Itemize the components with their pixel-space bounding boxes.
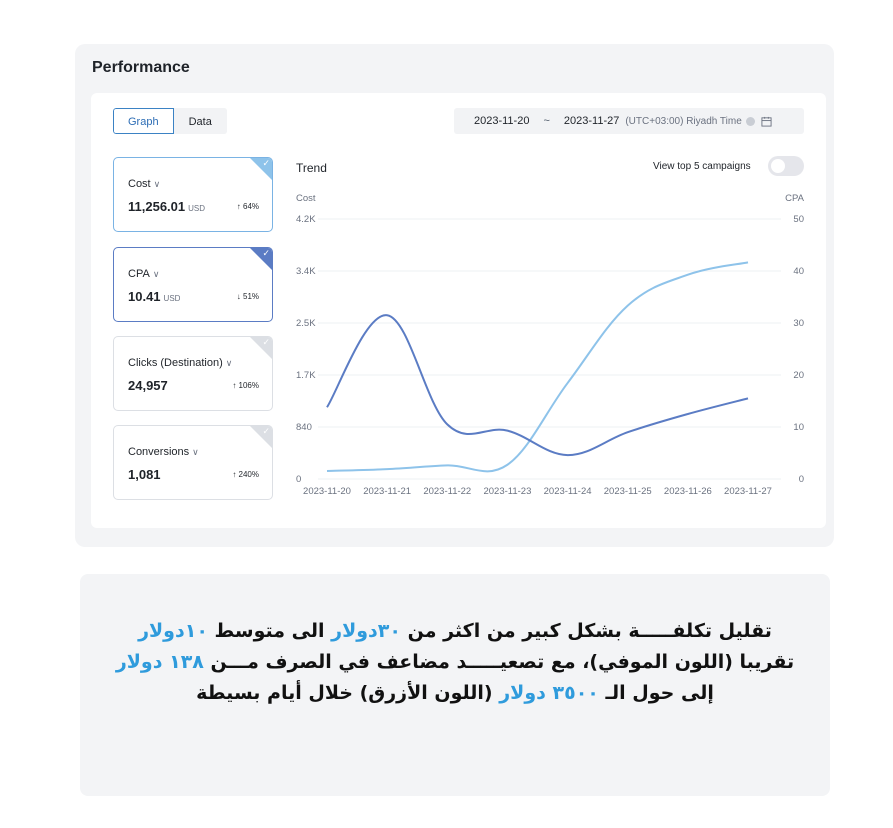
metric-delta: ↑ 240%	[232, 470, 259, 479]
x-tick-label: 2023-11-25	[603, 486, 652, 497]
note-segment: تقريبا (اللون الموفي)، مع تصعيـــــد مضاعف في الصرف مـــن	[203, 651, 795, 673]
note-segment: (اللون الأزرق) خلال أيام بسيطة	[196, 682, 500, 704]
x-tick-label: 2023-11-26	[663, 486, 712, 497]
x-tick-label: 2023-11-22	[423, 486, 472, 497]
series-line	[327, 315, 748, 455]
timezone-label: (UTC+03:00) Riyadh Time	[625, 115, 742, 127]
metric-label: CPA	[128, 268, 150, 280]
note-highlight: ١٣٨ دولار	[115, 651, 204, 673]
metric-value: 10.41	[128, 289, 161, 304]
metric-label: Conversions	[128, 446, 190, 458]
note-box	[80, 574, 830, 796]
start-date: 2023-11-20	[474, 115, 530, 127]
metric-delta: ↑ 106%	[232, 381, 259, 390]
x-tick-label: 2023-11-21	[363, 486, 412, 497]
note-highlight: ١٠دولار	[138, 620, 208, 642]
check-icon: ✓	[262, 337, 270, 347]
x-tick-label: 2023-11-23	[483, 486, 532, 497]
date-separator: ~	[543, 115, 550, 127]
x-tick-label: 2023-11-24	[543, 486, 592, 497]
data-tab[interactable]: Data	[174, 108, 227, 134]
y-right-tick-label: 30	[793, 318, 804, 329]
note-highlight: ٣٥٠٠ دولار	[499, 682, 599, 704]
x-tick-label: 2023-11-20	[303, 486, 351, 497]
check-icon: ✓	[262, 248, 270, 258]
metric-delta: ↑ 64%	[236, 202, 259, 211]
panel-title: Performance	[92, 59, 190, 76]
check-icon: ✓	[262, 158, 270, 168]
chevron-down-icon: ∨	[192, 447, 199, 457]
y-left-axis-label: Cost	[296, 193, 316, 204]
performance-panel	[75, 44, 834, 547]
y-right-tick-label: 40	[793, 266, 804, 277]
metric-delta: ↓ 51%	[236, 292, 259, 301]
series-line	[327, 262, 748, 471]
y-left-tick-label: 4.2K	[296, 214, 316, 225]
graph-tab[interactable]: Graph	[113, 108, 174, 134]
metric-label: Clicks (Destination)	[128, 357, 223, 369]
note-segment: إلى حول الـ	[598, 682, 714, 704]
chevron-down-icon: ∨	[153, 179, 161, 189]
y-right-tick-label: 0	[798, 474, 804, 485]
x-tick-label: 2023-11-27	[724, 486, 772, 497]
top5-label: View top 5 campaigns	[653, 161, 751, 172]
y-left-tick-label: 3.4K	[296, 266, 316, 277]
y-right-tick-label: 50	[793, 214, 804, 225]
note-highlight: ٣٠دولار	[331, 620, 401, 642]
note-segment: تقليل تكلفـــــة بشكل كبير من اكثر من	[400, 620, 772, 642]
metric-value: 1,081	[128, 467, 161, 482]
y-left-tick-label: 2.5K	[296, 318, 316, 329]
note-text	[110, 616, 800, 709]
metric-unit: USD	[163, 294, 181, 303]
chevron-down-icon: ∨	[152, 269, 160, 279]
end-date: 2023-11-27	[563, 115, 620, 127]
y-left-tick-label: 1.7K	[296, 370, 316, 381]
y-right-tick-label: 20	[793, 370, 804, 381]
y-right-axis-label: CPA	[785, 193, 804, 204]
check-icon: ✓	[262, 426, 270, 436]
chevron-down-icon: ∨	[225, 358, 233, 368]
y-left-tick-label: 0	[296, 474, 302, 485]
note-segment: الى متوسط	[207, 620, 332, 642]
metric-value: 11,256.01	[128, 199, 186, 214]
trend-chart	[91, 93, 826, 528]
metric-unit: USD	[188, 204, 206, 213]
metric-label: Cost	[128, 178, 151, 190]
trend-title: Trend	[296, 161, 327, 175]
y-left-tick-label: 840	[296, 422, 312, 433]
y-right-tick-label: 10	[793, 422, 804, 433]
performance-content	[91, 93, 826, 528]
metric-value: 24,957	[128, 378, 168, 393]
